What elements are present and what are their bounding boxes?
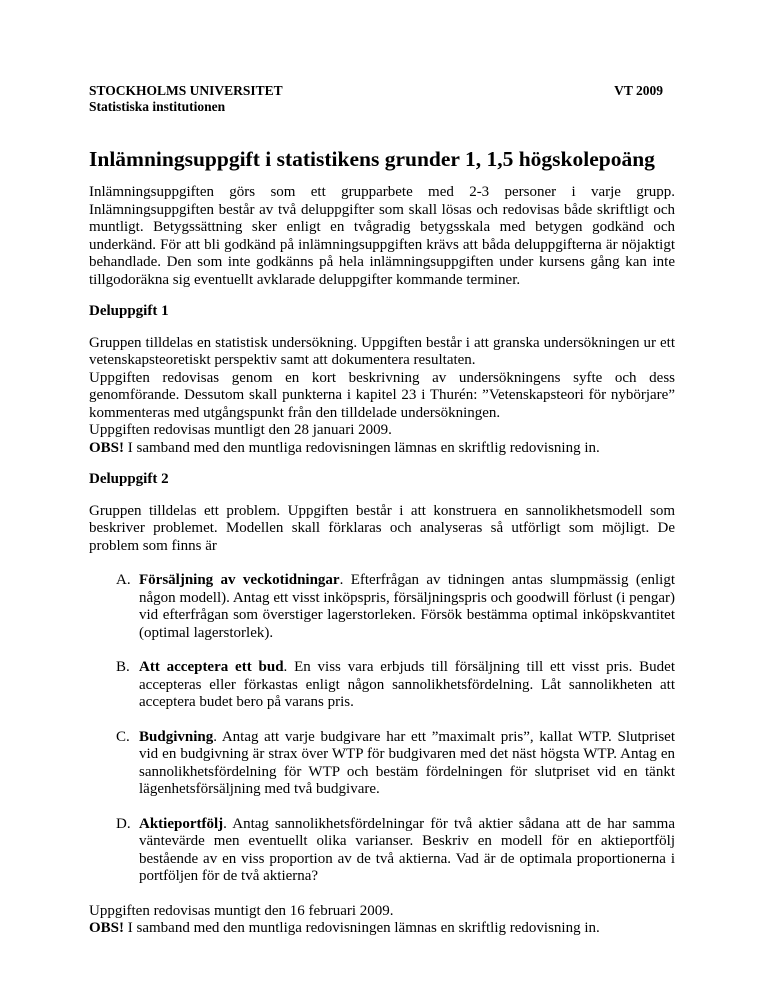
document-header: [89, 83, 675, 115]
item-text: . En viss vara erbjuds till försäljning till ett visst pris. Budet accepteras eller förkastas enligt någon sannolikhetsfördelning. Låt sannolikheten att acceptera budet bero på varans pris.: [139, 659, 675, 710]
item-text: . Antag att varje budgivare har ett ”maximalt pris”, kallat WTP. Slutpriset vid en budgivning är strax över WTP för budgivaren med det näst högsta WTP. Antag en sannolikhetsfördelning för WTP och bestäm fördelningen för slutpriset vid en tänkt lägenhetsförsäljning med två budgivare.: [139, 728, 675, 797]
obs-text: I samband med den muntliga redovisningen lämnas en skriftlig redovisning in.: [124, 920, 600, 936]
item-title: Att acceptera ett bud: [139, 659, 284, 675]
item-title: Försäljning av veckotidningar: [139, 572, 340, 588]
term-label: VT 2009: [614, 83, 663, 98]
list-letter: A.: [116, 572, 131, 588]
university-name: STOCKHOLMS UNIVERSITET: [89, 83, 283, 98]
part1-obs-note: [89, 440, 675, 458]
list-letter: B.: [116, 659, 130, 675]
item-title: Budgivning: [139, 728, 214, 745]
header-left: [89, 83, 283, 115]
intro-paragraph: Inlämningsuppgiften görs som ett grupparbete med 2-3 personer i varje grupp. Inlämningsuppgiften består av två deluppgifter som skall lösas och redovisas både skriftligt och muntligt. Betygssättning sker enligt en tvågradig betygsskala med betygen godkänd och underkänd. För att bli godkänd på inlämningsuppgiften krävs att båda deluppgifterna är nöjaktigt behandlade. Den som inte godkänns på hela inlämningsuppgiften under kursens gång kan inte tillgodoräkna sig eventuellt avklarade deluppgifter kommande terminer.: [89, 184, 675, 288]
item-text: . Antag sannolikhetsfördelningar för två aktier sådana att de har samma väntevärde men eventuellt olika varianser. Beskriv en modell för en aktieportfölj bestående av en viss proportion av de två aktierna. Vad är de optimala proportionerna i portföljen för de två aktierna?: [139, 815, 675, 884]
list-letter: D.: [116, 815, 131, 832]
part2-heading: Deluppgift 2: [89, 471, 169, 487]
item-text: . Efterfrågan av tidningen antas slumpmässig (enligt någon modell). Antag ett visst inköpspris, försäljningspris och goodwill förlust (i pengar) vid efterfrågan som överstiger lagerstorleken. Försök bestämma optimal inköpskvantitet (optimal lagerstorlek).: [139, 572, 675, 641]
problem-list: [89, 572, 675, 886]
part2-intro: Gruppen tilldelas ett problem. Uppgiften består i att konstruera en sannolikhetsmodell som beskriver problemet. Modellen skall förklaras och analyseras så utförligt som möjligt. De problem som finns är: [89, 502, 675, 554]
item-title: Aktieportfölj: [139, 815, 224, 832]
part2-obs-note: [89, 920, 675, 938]
part1-paragraph-2: Uppgiften redovisas genom en kort beskrivning av undersökningens syfte och dess genomförande. Dessutom skall punkterna i kapitel 23 i Thurén: ”Vetenskapsteori för nybörjare” kommenteras med utgångspunkt från den tilldelade undersökningen.: [89, 369, 675, 421]
part2-due: Uppgiften redovisas muntigt den 16 februari 2009.: [89, 902, 394, 919]
obs-label: OBS!: [89, 439, 125, 456]
part1-heading: Deluppgift 1: [89, 303, 169, 319]
list-item: [89, 659, 675, 712]
list-item: [89, 729, 675, 799]
part1-paragraph-1: Gruppen tilldelas en statistisk undersökning. Uppgiften består i att granska undersökningen ur ett vetenskapsteoretiskt perspektiv samt att dokumentera resultaten.: [89, 334, 675, 368]
document-title: Inlämningsuppgift i statistikens grunder 1, 1,5 högskolepoäng: [89, 147, 655, 171]
obs-text: I samband med den muntliga redovisningen lämnas en skriftlig redovisning in.: [124, 439, 600, 456]
part1-paragraph-3: Uppgiften redovisas muntligt den 28 januari 2009.: [89, 422, 392, 438]
list-item: [89, 572, 675, 642]
list-letter: C.: [116, 728, 130, 745]
document-page: [89, 83, 675, 938]
list-item: [89, 816, 675, 886]
department-name: Statistiska institutionen: [89, 99, 226, 114]
obs-label: OBS!: [89, 920, 125, 936]
